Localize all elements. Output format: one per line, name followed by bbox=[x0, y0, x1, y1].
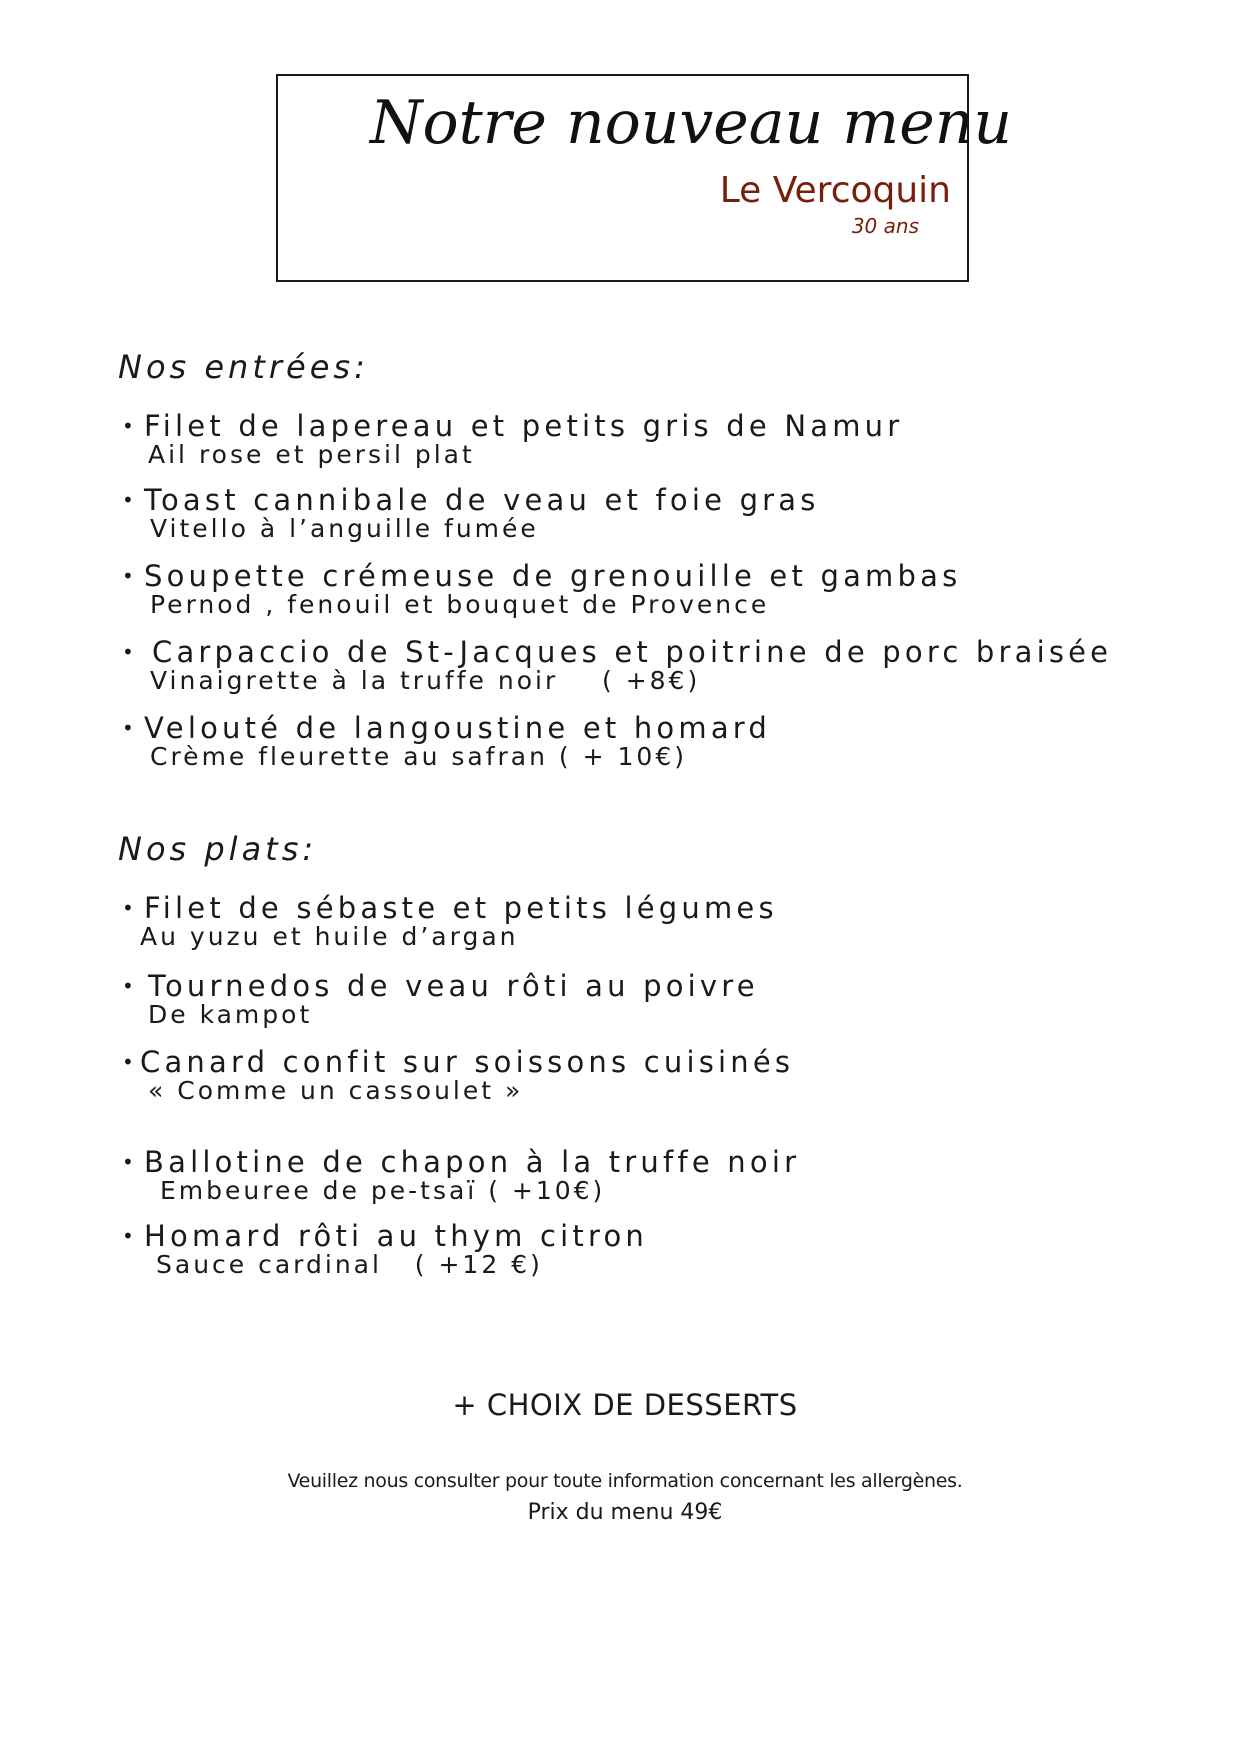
bullet: • bbox=[122, 564, 138, 588]
dish-name: • Velouté de langoustine et homard bbox=[122, 711, 772, 745]
entree-item bbox=[122, 712, 771, 770]
dish-description: « Comme un cassoulet » bbox=[148, 1076, 524, 1105]
dish-description: Pernod , fenouil et bouquet de Provence bbox=[150, 590, 770, 619]
dish-description: Au yuzu et huile d’argan bbox=[140, 922, 519, 951]
dish-description: Sauce cardinal ( +12 €) bbox=[156, 1250, 543, 1279]
bullet: • bbox=[122, 640, 138, 664]
bullet: • bbox=[122, 414, 138, 438]
dish-description: Embeuree de pe-tsaï ( +10€) bbox=[160, 1176, 606, 1205]
dish-name: • Soupette crémeuse de grenouille et gambas bbox=[122, 559, 962, 593]
bullet: • bbox=[122, 1050, 138, 1074]
entree-item bbox=[122, 410, 903, 468]
bullet: • bbox=[122, 974, 138, 998]
bullet: • bbox=[122, 896, 138, 920]
plat-item bbox=[122, 970, 759, 1028]
entree-item bbox=[122, 484, 820, 542]
menu-title: Notre nouveau menu bbox=[370, 88, 1012, 158]
dish-name: • Toast cannibale de veau et foie gras bbox=[122, 483, 820, 517]
dish-description: Vinaigrette à la truffe noir ( +8€) bbox=[150, 666, 701, 695]
dish-name: • Homard rôti au thym citron bbox=[122, 1219, 649, 1253]
dish-name: • Carpaccio de St-Jacques et poitrine de porc braisée bbox=[122, 635, 1113, 669]
desserts-line: + CHOIX DE DESSERTS bbox=[452, 1388, 798, 1422]
dish-description: Vitello à l’anguille fumée bbox=[150, 514, 539, 543]
restaurant-name: Le Vercoquin bbox=[719, 170, 951, 211]
bullet: • bbox=[122, 488, 138, 512]
dish-name: • Filet de sébaste et petits légumes bbox=[122, 891, 778, 925]
dish-description: Ail rose et persil plat bbox=[148, 440, 475, 469]
anniversary-label: 30 ans bbox=[851, 214, 919, 238]
plat-item bbox=[122, 1220, 648, 1278]
dish-name: • Filet de lapereau et petits gris de Namur bbox=[122, 409, 904, 443]
plat-item bbox=[122, 1046, 794, 1104]
entrees-heading: Nos entrées: bbox=[118, 348, 369, 386]
bullet: • bbox=[122, 716, 138, 740]
dish-description: Crème fleurette au safran ( + 10€) bbox=[150, 742, 687, 771]
entree-item bbox=[122, 636, 1112, 694]
dish-name: • Ballotine de chapon à la truffe noir bbox=[122, 1145, 801, 1179]
dish-name: • Tournedos de veau rôti au poivre bbox=[122, 969, 759, 1003]
plat-item bbox=[122, 892, 778, 950]
entree-item bbox=[122, 560, 961, 618]
title-box bbox=[276, 74, 1012, 282]
bullet: • bbox=[122, 1224, 138, 1248]
allergen-note: Veuillez nous consulter pour toute information concernant les allergènes. bbox=[287, 1470, 963, 1492]
plats-heading: Nos plats: bbox=[118, 830, 318, 868]
plat-item bbox=[122, 1146, 800, 1204]
menu-price: Prix du menu 49€ bbox=[527, 1500, 723, 1525]
bullet: • bbox=[122, 1150, 138, 1174]
dish-description: De kampot bbox=[148, 1000, 313, 1029]
dish-name: •Canard confit sur soissons cuisinés bbox=[122, 1045, 795, 1079]
